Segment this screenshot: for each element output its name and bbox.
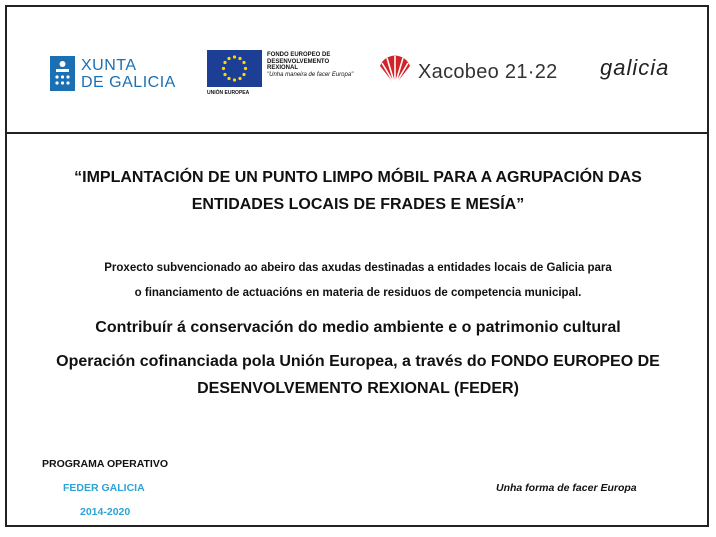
years-label: 2014-2020 (80, 506, 131, 518)
eu-flag-icon (207, 50, 262, 87)
galicia-logo: galicia (600, 55, 670, 80)
eu-slogan: "Unha maneira de facer Europa" (267, 71, 354, 78)
operation-line1: Operación cofinanciada pola Unión Europea, a través do FONDO EUROPEO DE (56, 353, 660, 370)
programa-label: PROGRAMA OPERATIVO (42, 458, 169, 470)
eu-label: UNIÓN EUROPEA (207, 90, 250, 96)
xacobeo-shell-icon (378, 54, 412, 91)
feder-label: FEDER GALICIA (63, 482, 145, 494)
title-line1: “IMPLANTACIÓN DE UN PUNTO LIMPO MÓBIL PARA A AGRUPACIÓN DAS (74, 169, 642, 186)
xunta-shield-icon (50, 56, 75, 91)
header-divider (5, 132, 709, 134)
europe-slogan: Unha forma de facer Europa (496, 482, 637, 494)
xunta-logo (50, 56, 176, 91)
contribution-text: Contribuír á conservación do medio ambiente e o patrimonio cultural (95, 319, 621, 336)
title-line2: ENTIDADES LOCAIS DE FRADES E MESÍA” (191, 196, 525, 213)
eu-logo (207, 50, 354, 96)
subsidy-line2: o financiamento de actuacións en materia de residuos de competencia municipal. (134, 287, 582, 299)
xacobeo-logo (378, 54, 558, 91)
xacobeo-text: Xacobeo 21·22 (418, 61, 558, 83)
subsidy-line1: Proxecto subvencionado ao abeiro das axudas destinadas a entidades locais de Galicia para (104, 262, 612, 274)
eu-fund-text (267, 52, 377, 78)
project-title (30, 164, 686, 218)
eu-text-line3: REXIONAL (267, 65, 299, 71)
eu-text-line2: DESENVOLVEMENTO (267, 58, 330, 65)
operation-line2: DESENVOLVEMENTO REXIONAL (FEDER) (197, 380, 519, 397)
xunta-line2: DE GALICIA (81, 73, 176, 91)
eu-text-line1: FONDO EUROPEO DE (267, 52, 331, 58)
xunta-line1: XUNTA (81, 56, 137, 74)
